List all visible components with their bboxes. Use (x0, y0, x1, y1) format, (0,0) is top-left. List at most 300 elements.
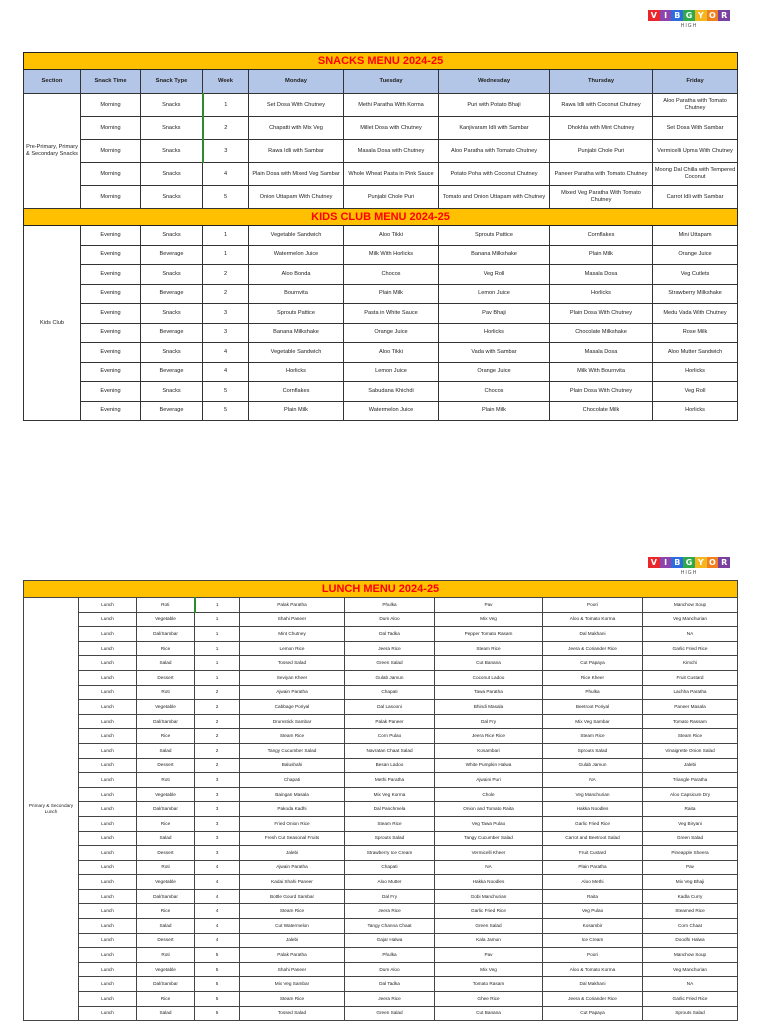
logo-letter: I (660, 10, 672, 21)
friday-cell: Lachha Paratha (643, 685, 738, 700)
time-cell: Lunch (79, 919, 137, 934)
type-cell: Vegetable (137, 875, 195, 890)
friday-cell: Garlic Fried Rice (643, 992, 738, 1007)
monday-cell: Seviyan Kheer (240, 670, 345, 685)
week-cell: 4 (203, 343, 249, 363)
thursday-cell: Masala Dosa (550, 265, 653, 285)
table-row (24, 226, 738, 246)
thursday-cell: Fruit Custard (543, 846, 643, 861)
monday-cell: Bottle Gourd Sambar (240, 889, 345, 904)
friday-cell: Veg Cutlets (653, 265, 738, 285)
type-cell: Snacks (141, 140, 203, 163)
tuesday-cell: Tangy Channa Chaat (345, 919, 435, 934)
table-row (24, 163, 738, 186)
tuesday-cell: Chapati (345, 860, 435, 875)
wednesday-cell: Hakka Noodles (435, 875, 543, 890)
type-cell: Dessert (137, 670, 195, 685)
wednesday-cell: Horlicks (439, 323, 550, 343)
time-cell: Evening (81, 362, 141, 382)
thursday-cell: Ice Cream (543, 933, 643, 948)
friday-cell: Strawberry Milkshake (653, 284, 738, 304)
table-row (24, 265, 738, 285)
tuesday-cell: Gajar Halwa (345, 933, 435, 948)
friday-cell: Carrot Idli with Sambar (653, 186, 738, 209)
thursday-cell: Poori (543, 948, 643, 963)
section-cell: Pre-Primary, Primary & Secondary Snacks (24, 94, 81, 209)
wednesday-cell: Gobi Manchurian (435, 889, 543, 904)
thursday-cell: Veg Manchurian (543, 787, 643, 802)
wednesday-cell: Steam Rice (435, 641, 543, 656)
friday-cell: Set Dosa With Sambar (653, 117, 738, 140)
section-cell: Kids Club (24, 226, 81, 421)
tuesday-cell: Aloo Mutter (345, 875, 435, 890)
wednesday-cell: Orange Juice (439, 362, 550, 382)
time-cell: Lunch (79, 641, 137, 656)
logo-letter: B (671, 10, 683, 21)
time-cell: Evening (81, 382, 141, 402)
tuesday-cell: Aloo Tikki (344, 343, 439, 363)
thursday-cell: Plain Paratha (543, 860, 643, 875)
table-row (24, 948, 738, 963)
thursday-cell: Paneer Paratha with Tomato Chutney (550, 163, 653, 186)
week-cell: 4 (203, 163, 249, 186)
wednesday-cell: Green Salad (435, 919, 543, 934)
monday-cell: Watermelon Juice (249, 245, 344, 265)
monday-cell: Palak Paratha (240, 598, 345, 613)
wednesday-cell: Mix Veg (435, 962, 543, 977)
type-cell: Roti (137, 685, 195, 700)
table-row (24, 700, 738, 715)
monday-cell: Kadai Shahi Paneer (240, 875, 345, 890)
column-header: Monday (249, 70, 344, 94)
wednesday-cell: Ghee Rice (435, 992, 543, 1007)
table-row (24, 889, 738, 904)
tuesday-cell: Pasta in White Sauce (344, 304, 439, 324)
table-row (24, 670, 738, 685)
lunch-menu-title: LUNCH MENU 2024-25 (24, 581, 738, 598)
table-row (24, 743, 738, 758)
tuesday-cell: Dal Tadka (345, 977, 435, 992)
friday-cell: Rose Milk (653, 323, 738, 343)
tuesday-cell: Jeera Rice (345, 904, 435, 919)
time-cell: Lunch (79, 598, 137, 613)
friday-cell: NA (643, 977, 738, 992)
monday-cell: Lemon Rice (240, 641, 345, 656)
monday-cell: Bournvita (249, 284, 344, 304)
friday-cell: Sprouts Salad (643, 1006, 738, 1021)
wednesday-cell: Vermicelli Kheer (435, 846, 543, 861)
thursday-cell: Punjabi Chole Puri (550, 140, 653, 163)
monday-cell: Vegetable Sandwich (249, 343, 344, 363)
logo-letters (648, 557, 730, 568)
wednesday-cell: Onion and Tomato Raita (435, 802, 543, 817)
logo-subtitle: HIGH (680, 23, 698, 29)
table-row (24, 343, 738, 363)
time-cell: Lunch (79, 773, 137, 788)
table-row (24, 714, 738, 729)
logo-letter: R (718, 557, 730, 568)
wednesday-cell: Tangy Cucumber Salad (435, 831, 543, 846)
type-cell: Salad (137, 831, 195, 846)
type-cell: Dessert (137, 846, 195, 861)
wednesday-cell: Pav Bhaji (439, 304, 550, 324)
column-header: Section (24, 70, 81, 94)
time-cell: Lunch (79, 787, 137, 802)
tuesday-cell: Chapati (345, 685, 435, 700)
time-cell: Lunch (79, 904, 137, 919)
week-cell: 5 (195, 992, 240, 1007)
time-cell: Lunch (79, 948, 137, 963)
logo-letter: G (683, 10, 695, 21)
week-cell: 3 (203, 140, 249, 163)
type-cell: Dal/Sambar (137, 714, 195, 729)
monday-cell: Sprouts Pattice (249, 304, 344, 324)
type-cell: Beverage (141, 245, 203, 265)
wednesday-cell: Chocos (439, 382, 550, 402)
time-cell: Lunch (79, 816, 137, 831)
wednesday-cell: Veg Tawa Pulao (435, 816, 543, 831)
table-row (24, 802, 738, 817)
type-cell: Rice (137, 904, 195, 919)
thursday-cell: Beetroot Poriyal (543, 700, 643, 715)
time-cell: Morning (81, 163, 141, 186)
thursday-cell: Aloo & Tomato Korma (543, 612, 643, 627)
time-cell: Morning (81, 94, 141, 117)
week-cell: 3 (195, 773, 240, 788)
thursday-cell: Dal Makhani (543, 627, 643, 642)
thursday-cell: Carrot and Beetroot Salad (543, 831, 643, 846)
friday-cell: Veg Biryani (643, 816, 738, 831)
column-header: Tuesday (344, 70, 439, 94)
thursday-cell: Phulka (543, 685, 643, 700)
monday-cell: Horlicks (249, 362, 344, 382)
wednesday-cell: Dal Fry (435, 714, 543, 729)
column-header: Week (203, 70, 249, 94)
monday-cell: Baingan Masala (240, 787, 345, 802)
time-cell: Lunch (79, 962, 137, 977)
week-cell: 3 (195, 816, 240, 831)
tuesday-cell: Dal Panchmela (345, 802, 435, 817)
monday-cell: Pakoda Kadhi (240, 802, 345, 817)
week-cell: 1 (195, 670, 240, 685)
logo-letter: O (707, 10, 719, 21)
friday-cell: Green Salad (643, 831, 738, 846)
thursday-cell: Steam Rice (543, 729, 643, 744)
week-cell: 2 (203, 265, 249, 285)
type-cell: Roti (137, 860, 195, 875)
type-cell: Dal/Sambar (137, 977, 195, 992)
column-header: Thursday (550, 70, 653, 94)
friday-cell: Horlicks (653, 362, 738, 382)
lunch-menu-table (23, 580, 738, 1021)
table-row (24, 117, 738, 140)
column-header: Snack Type (141, 70, 203, 94)
lunch-title-row (24, 581, 738, 598)
type-cell: Dal/Sambar (137, 802, 195, 817)
friday-cell: Veg Roll (653, 382, 738, 402)
week-cell: 2 (195, 729, 240, 744)
week-cell: 1 (195, 627, 240, 642)
time-cell: Evening (81, 343, 141, 363)
wednesday-cell: Tomato and Onion Uttapam with Chutney (439, 186, 550, 209)
friday-cell: Horlicks (653, 401, 738, 421)
kids-title-row (24, 209, 738, 226)
table-row (24, 919, 738, 934)
week-cell: 4 (203, 362, 249, 382)
table-row (24, 612, 738, 627)
thursday-cell: Masala Dosa (550, 343, 653, 363)
type-cell: Beverage (141, 284, 203, 304)
time-cell: Lunch (79, 670, 137, 685)
friday-cell: Mix Veg Bhaji (643, 875, 738, 890)
thursday-cell: Mix Veg Sambar (543, 714, 643, 729)
monday-cell: Steam Rice (240, 904, 345, 919)
tuesday-cell: Orange Juice (344, 323, 439, 343)
week-cell: 1 (195, 641, 240, 656)
monday-cell: Tossed Salad (240, 656, 345, 671)
tuesday-cell: Green Salad (345, 1006, 435, 1021)
wednesday-cell: Garlic Fried Rice (435, 904, 543, 919)
logo-letter: Y (695, 557, 707, 568)
table-row (24, 787, 738, 802)
monday-cell: Banana Milkshake (249, 323, 344, 343)
type-cell: Roti (137, 948, 195, 963)
week-cell: 2 (195, 714, 240, 729)
thursday-cell: Dal Makhani (543, 977, 643, 992)
type-cell: Vegetable (137, 612, 195, 627)
week-cell: 1 (203, 226, 249, 246)
friday-cell: Paneer Masala (643, 700, 738, 715)
type-cell: Snacks (141, 117, 203, 140)
tuesday-cell: Jeera Rice (345, 992, 435, 1007)
monday-cell: Ajwain Paratha (240, 860, 345, 875)
time-cell: Morning (81, 140, 141, 163)
type-cell: Snacks (141, 343, 203, 363)
monday-cell: Chapati (240, 773, 345, 788)
wednesday-cell: Plain Milk (439, 401, 550, 421)
type-cell: Roti (137, 773, 195, 788)
snacks-menu-title: SNACKS MENU 2024-25 (24, 53, 738, 70)
wednesday-cell: Ajwaini Puri (435, 773, 543, 788)
monday-cell: Tossed Salad (240, 1006, 345, 1021)
logo-letter: V (648, 10, 660, 21)
table-row (24, 323, 738, 343)
tuesday-cell: Strawberry Ice Cream (345, 846, 435, 861)
time-cell: Lunch (79, 875, 137, 890)
week-cell: 5 (203, 401, 249, 421)
week-cell: 5 (195, 977, 240, 992)
time-cell: Lunch (79, 758, 137, 773)
type-cell: Beverage (141, 401, 203, 421)
time-cell: Lunch (79, 627, 137, 642)
friday-cell: Aloo Mutter Sandwich (653, 343, 738, 363)
thursday-cell: Aloo & Tomato Korma (543, 962, 643, 977)
tuesday-cell: Dal Lasooni (345, 700, 435, 715)
vibgyor-logo-top (648, 10, 730, 29)
week-cell: 4 (195, 904, 240, 919)
week-cell: 2 (203, 284, 249, 304)
week-cell: 5 (195, 962, 240, 977)
time-cell: Lunch (79, 612, 137, 627)
table-row (24, 362, 738, 382)
tuesday-cell: Palak Paneer (345, 714, 435, 729)
monday-cell: Cabbage Poriyal (240, 700, 345, 715)
thursday-cell: Gulab Jamun (543, 758, 643, 773)
tuesday-cell: Gulab Jamun (345, 670, 435, 685)
time-cell: Lunch (79, 933, 137, 948)
monday-cell: Mix Veg Sambar (240, 977, 345, 992)
logo-letter: O (707, 557, 719, 568)
thursday-cell: Jeera & Coriander Rice (543, 641, 643, 656)
thursday-cell: Cut Papaya (543, 1006, 643, 1021)
monday-cell: Ajwain Paratha (240, 685, 345, 700)
thursday-cell: Plain Milk (550, 245, 653, 265)
tuesday-cell: Jeera Rice (345, 641, 435, 656)
thursday-cell: Horlicks (550, 284, 653, 304)
tuesday-cell: Green Salad (345, 656, 435, 671)
thursday-cell: Milk With Bournvita (550, 362, 653, 382)
week-cell: 4 (195, 875, 240, 890)
thursday-cell: Rawa Idli with Coconut Chutney (550, 94, 653, 117)
thursday-cell: Dhokhla with Mint Chutney (550, 117, 653, 140)
tuesday-cell: Masala Dosa with Chutney (344, 140, 439, 163)
friday-cell: Kadla Curry (643, 889, 738, 904)
monday-cell: Tangy Cucumber Salad (240, 743, 345, 758)
type-cell: Salad (137, 1006, 195, 1021)
wednesday-cell: Pav (435, 598, 543, 613)
friday-cell: Manchow Soup (643, 598, 738, 613)
monday-cell: Aloo Bonda (249, 265, 344, 285)
thursday-cell: Garlic Fried Rice (543, 816, 643, 831)
snacks-title-row (24, 53, 738, 70)
wednesday-cell: Coconut Ladoo (435, 670, 543, 685)
type-cell: Vegetable (137, 962, 195, 977)
type-cell: Rice (137, 816, 195, 831)
snacks-header-row (24, 70, 738, 94)
type-cell: Salad (137, 743, 195, 758)
kids-club-menu-title: KIDS CLUB MENU 2024-25 (24, 209, 738, 226)
type-cell: Roti (137, 598, 195, 613)
monday-cell: Jalebi (240, 846, 345, 861)
vibgyor-logo-bottom (648, 557, 730, 576)
table-row (24, 992, 738, 1007)
week-cell: 2 (195, 758, 240, 773)
type-cell: Beverage (141, 362, 203, 382)
thursday-cell: NA (543, 773, 643, 788)
table-row (24, 94, 738, 117)
week-cell: 4 (195, 919, 240, 934)
table-row (24, 729, 738, 744)
table-row (24, 598, 738, 613)
week-cell: 3 (195, 831, 240, 846)
thursday-cell: Plain Dosa With Chutney (550, 304, 653, 324)
time-cell: Lunch (79, 831, 137, 846)
table-row (24, 245, 738, 265)
week-cell: 3 (203, 323, 249, 343)
tuesday-cell: Plain Milk (344, 284, 439, 304)
wednesday-cell: Vada with Sambar (439, 343, 550, 363)
friday-cell: Manchow Soup (643, 948, 738, 963)
monday-cell: Shahi Paneer (240, 962, 345, 977)
column-header: Snack Time (81, 70, 141, 94)
monday-cell: Plain Milk (249, 401, 344, 421)
friday-cell: Vinaigrette Onion Salad (643, 743, 738, 758)
wednesday-cell: Puri with Potato Bhaji (439, 94, 550, 117)
friday-cell: Aloo Paratha with Tomato Chutney (653, 94, 738, 117)
friday-cell: Fruit Custard (643, 670, 738, 685)
friday-cell: Steamed Rice (643, 904, 738, 919)
week-cell: 4 (195, 933, 240, 948)
tuesday-cell: Dum Aloo (345, 612, 435, 627)
wednesday-cell: Tawa Paratha (435, 685, 543, 700)
time-cell: Lunch (79, 743, 137, 758)
logo-letter: V (648, 557, 660, 568)
thursday-cell: Raita (543, 889, 643, 904)
week-cell: 5 (195, 1006, 240, 1021)
thursday-cell: Rice Kheer (543, 670, 643, 685)
table-row (24, 641, 738, 656)
friday-cell: Garlic Fried Rice (643, 641, 738, 656)
friday-cell: Raita (643, 802, 738, 817)
tuesday-cell: Phulka (345, 598, 435, 613)
time-cell: Evening (81, 401, 141, 421)
table-row (24, 685, 738, 700)
thursday-cell: Hakka Noodles (543, 802, 643, 817)
friday-cell: Doodhi Halwa (643, 933, 738, 948)
friday-cell: Mini Uttapam (653, 226, 738, 246)
type-cell: Salad (137, 919, 195, 934)
tuesday-cell: Whole Wheat Pasta in Pink Sauce (344, 163, 439, 186)
friday-cell: Moong Dal Chilla with Tempered Coconut (653, 163, 738, 186)
snacks-menu-table (23, 52, 738, 421)
wednesday-cell: Sprouts Pattice (439, 226, 550, 246)
type-cell: Rice (137, 729, 195, 744)
wednesday-cell: Cut Banana (435, 656, 543, 671)
tuesday-cell: Dum Aloo (345, 962, 435, 977)
type-cell: Rice (137, 992, 195, 1007)
table-row (24, 627, 738, 642)
time-cell: Lunch (79, 846, 137, 861)
friday-cell: Pav (643, 860, 738, 875)
wednesday-cell: Lemon Juice (439, 284, 550, 304)
wednesday-cell: Potato Poha with Coconut Chutney (439, 163, 550, 186)
table-row (24, 656, 738, 671)
time-cell: Morning (81, 186, 141, 209)
table-row (24, 140, 738, 163)
week-cell: 5 (195, 948, 240, 963)
friday-cell: Corn Chaat (643, 919, 738, 934)
monday-cell: Cut Watermelon (240, 919, 345, 934)
friday-cell: NA (643, 627, 738, 642)
logo-letter: I (660, 557, 672, 568)
type-cell: Snacks (141, 382, 203, 402)
tuesday-cell: Punjabi Chole Puri (344, 186, 439, 209)
thursday-cell: Chocolate Milkshake (550, 323, 653, 343)
type-cell: Snacks (141, 163, 203, 186)
tuesday-cell: Sabudana Khichdi (344, 382, 439, 402)
time-cell: Lunch (79, 889, 137, 904)
time-cell: Evening (81, 304, 141, 324)
table-row (24, 846, 738, 861)
logo-letter: R (718, 10, 730, 21)
table-row (24, 875, 738, 890)
monday-cell: Rawa Idli with Sambar (249, 140, 344, 163)
logo-subtitle: HIGH (680, 570, 698, 576)
friday-cell: Steam Rice (643, 729, 738, 744)
tuesday-cell: Millet Dosa with Chutney (344, 117, 439, 140)
time-cell: Lunch (79, 992, 137, 1007)
thursday-cell: Poori (543, 598, 643, 613)
